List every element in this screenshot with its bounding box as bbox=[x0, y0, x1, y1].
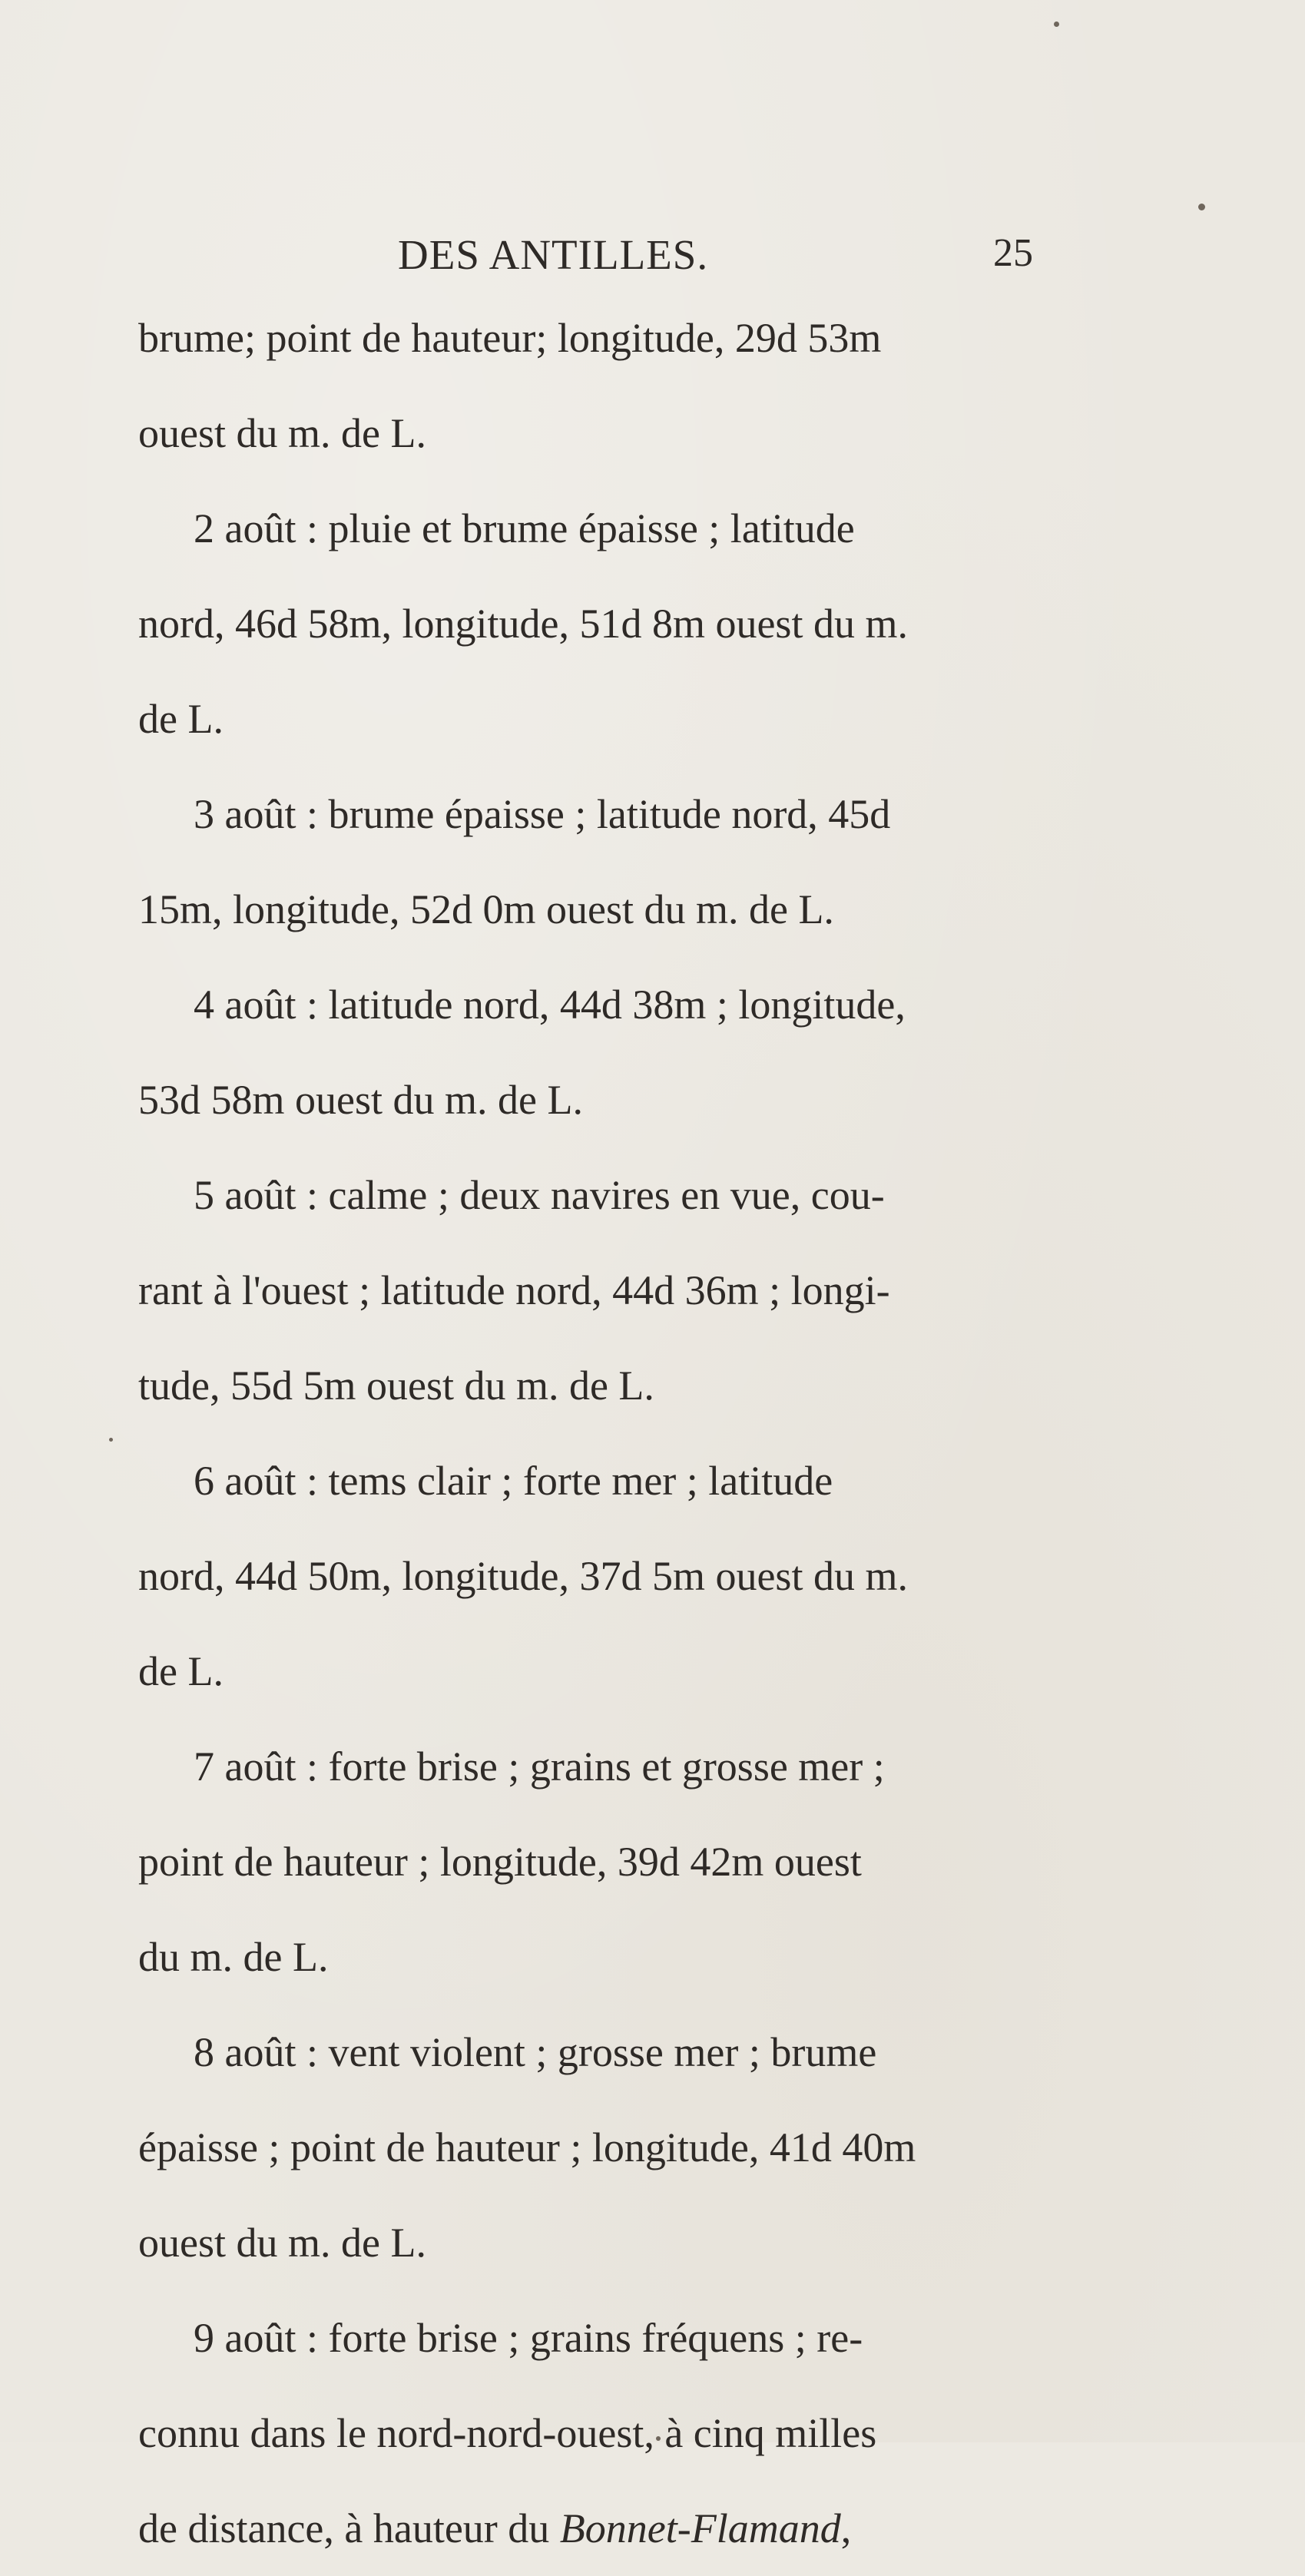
text-line: 7 août : forte brise ; grains et grosse mer ; bbox=[194, 1743, 885, 1790]
text-line: de L. bbox=[138, 1648, 224, 1694]
text-line: connu dans le nord-nord-ouest, à cinq milles bbox=[138, 2410, 877, 2456]
running-title: DES ANTILLES. bbox=[398, 231, 709, 278]
page-number: 25 bbox=[993, 231, 1033, 275]
text-line: nord, 46d 58m, longitude, 51d 8m ouest du m. bbox=[138, 601, 908, 647]
body-text bbox=[138, 290, 1033, 2576]
text-line: nord, 44d 50m, longitude, 37d 5m ouest du m. bbox=[138, 1553, 908, 1599]
paper-speck bbox=[1054, 22, 1059, 27]
text-line: ouest du m. de L. bbox=[138, 410, 426, 456]
text-line: brume; point de hauteur; longitude, 29d 53m bbox=[138, 315, 882, 361]
paper-speck bbox=[109, 1438, 113, 1442]
text-line: 2 août : pluie et brume épaisse ; latitude bbox=[194, 505, 855, 551]
text-line-start: de distance, à hauteur du bbox=[138, 2505, 560, 2551]
text-line bbox=[138, 2481, 1033, 2576]
text-line: 5 août : calme ; deux navires en vue, cou- bbox=[194, 1172, 885, 1218]
text-line: 9 août : forte brise ; grains fréquens ; re- bbox=[194, 2315, 863, 2361]
text-line: point de hauteur ; longitude, 39d 42m ouest bbox=[138, 1839, 862, 1885]
text-line: 53d 58m ouest du m. de L. bbox=[138, 1077, 583, 1123]
paper-speck bbox=[1198, 204, 1205, 210]
text-line: tude, 55d 5m ouest du m. de L. bbox=[138, 1362, 654, 1409]
text-line: 8 août : vent violent ; grosse mer ; brume bbox=[194, 2029, 877, 2075]
text-line: 6 août : tems clair ; forte mer ; latitude bbox=[194, 1458, 833, 1504]
text-line: rant à l'ouest ; latitude nord, 44d 36m ; longi- bbox=[138, 1267, 890, 1313]
text-line: du m. de L. bbox=[138, 1934, 329, 1980]
text-line: 3 août : brume épaisse ; latitude nord, 45d bbox=[194, 791, 891, 837]
text-line-end: , bbox=[840, 2505, 852, 2551]
text-line: épaisse ; point de hauteur ; longitude, 41d 40m bbox=[138, 2124, 916, 2170]
text-line: 4 août : latitude nord, 44d 38m ; longitude, bbox=[194, 982, 906, 1028]
place-name-bonnet-flamand: Bonnet-Flamand bbox=[559, 2505, 841, 2551]
page-header bbox=[138, 230, 1033, 284]
text-line: de L. bbox=[138, 696, 224, 742]
text-line: 15m, longitude, 52d 0m ouest du m. de L. bbox=[138, 886, 834, 932]
text-line: ouest du m. de L. bbox=[138, 2220, 426, 2266]
